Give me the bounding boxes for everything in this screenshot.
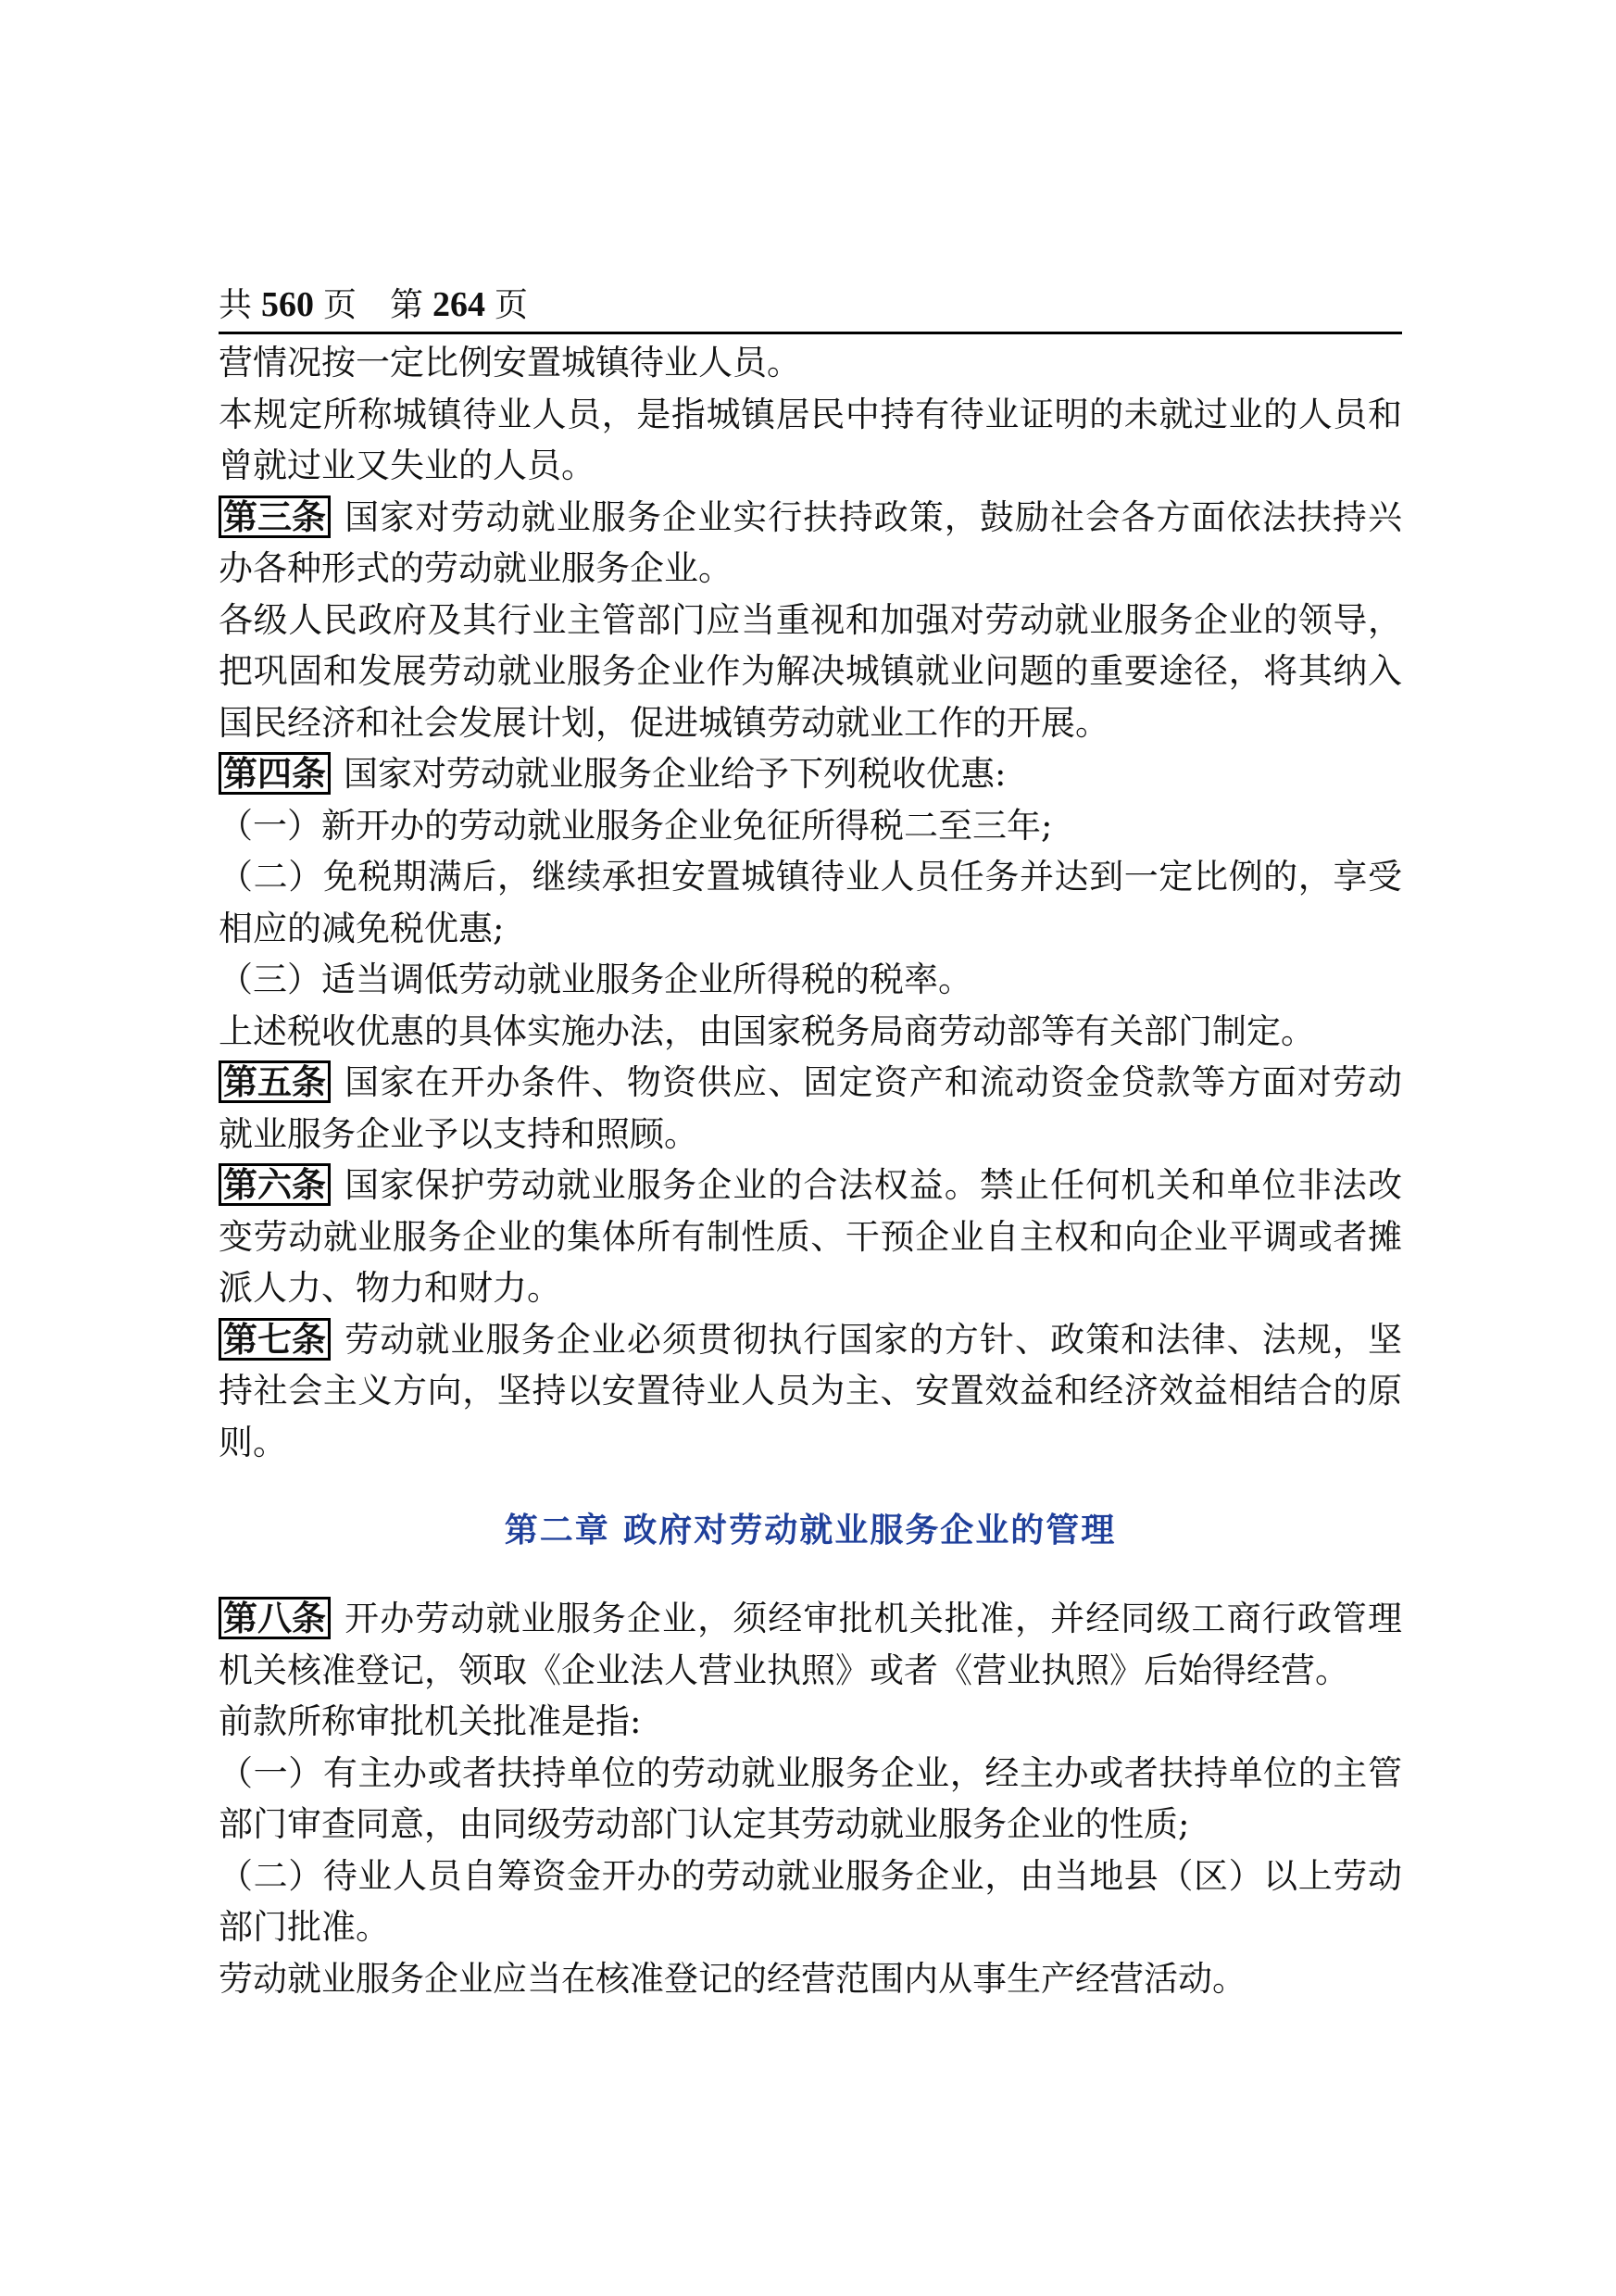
chapter-heading: 第二章 政府对劳动就业服务企业的管理 [504,1511,1117,1549]
text-line: 国民经济和社会发展计划，促进城镇劳动就业工作的开展。 [219,702,1109,743]
article-4-line [219,748,1402,800]
total-pages-prefix: 共 [219,286,253,324]
text-line: 国家对劳动就业服务企业给予下列税收优惠: [344,754,1007,794]
current-page-suffix: 页 [495,286,529,324]
text-line: 曾就过业又失业的人员。 [219,445,595,485]
text-line: 上述税收优惠的具体实施办法，由国家税务局商劳动部等有关部门制定。 [219,1010,1315,1051]
article-6-line [219,1160,1402,1211]
text-line: （二）待业人员自筹资金开办的劳动就业服务企业，由当地县（区）以上劳动 [219,1855,1402,1896]
text-line: 劳动就业服务企业必须贯彻执行国家的方针、政策和法律、法规，坚 [344,1319,1402,1360]
text-line: （一）有主办或者扶持单位的劳动就业服务企业，经主办或者扶持单位的主管 [219,1752,1402,1793]
text-line: 开办劳动就业服务企业，须经审批机关批准，并经同级工商行政管理 [344,1599,1402,1638]
article-7-line [219,1314,1402,1366]
text-line: 营情况按一定比例安置城镇待业人员。 [219,343,801,383]
article-label: 第六条 [219,1163,331,1206]
total-pages-suffix: 页 [323,286,357,324]
total-pages-number: 560 [261,285,315,324]
text-line: 前款所称审批机关批准是指: [219,1701,642,1741]
text-line: （一）新开办的劳动就业服务企业免征所得税二至三年; [219,805,1053,846]
text-line: 办各种形式的劳动就业服务企业。 [219,548,733,588]
article-label: 第五条 [219,1060,331,1103]
article-label: 第三条 [219,496,331,538]
text-line: 把巩固和发展劳动就业服务企业作为解决城镇就业问题的重要途径，将其纳入 [219,651,1402,691]
article-label: 第七条 [219,1318,331,1361]
text-line: 国家对劳动就业服务企业实行扶持政策，鼓励社会各方面依法扶持兴 [344,496,1402,537]
text-line: 派人力、物力和财力。 [219,1268,561,1308]
text-line: 各级人民政府及其行业主管部门应当重视和加强对劳动就业服务企业的领导， [219,599,1402,640]
article-label: 第四条 [219,752,331,795]
text-line: 本规定所称城镇待业人员，是指城镇居民中持有待业证明的未就过业的人员和 [219,394,1402,434]
text-line: 持社会主义方向，坚持以安置待业人员为主、安置效益和经济效益相结合的原 [219,1371,1402,1411]
text-line: 相应的减免税优惠; [219,908,505,948]
text-line: 就业服务企业予以支持和照顾。 [219,1113,698,1154]
text-line: 部门批准。 [219,1907,390,1947]
page-header [219,278,1402,334]
text-line: 则。 [219,1422,287,1462]
article-5-line [219,1057,1402,1109]
article-8-line [219,1593,1402,1645]
document-body [219,337,1402,2004]
current-page-prefix: 第 [390,286,424,324]
text-line: 机关核准登记，领取《企业法人营业执照》或者《营业执照》后始得经营。 [219,1650,1349,1690]
text-line: 国家保护劳动就业服务企业的合法权益。禁止任何机关和单位非法改 [344,1165,1402,1205]
article-3-line [219,492,1402,544]
text-line: 部门审查同意，由同级劳动部门认定其劳动就业服务企业的性质; [219,1804,1190,1844]
text-line: 变劳动就业服务企业的集体所有制性质、干预企业自主权和向企业平调或者摊 [219,1216,1402,1257]
article-label: 第八条 [219,1597,331,1639]
text-line: （二）免税期满后，继续承担安置城镇待业人员任务并达到一定比例的，享受 [219,857,1402,897]
text-line: 国家在开办条件、物资供应、固定资产和流动资金贷款等方面对劳动 [344,1062,1402,1102]
current-page-number: 264 [432,285,486,324]
text-line: 劳动就业服务企业应当在核准登记的经营范围内从事生产经营活动。 [219,1958,1246,1999]
text-line: （三）适当调低劳动就业服务企业所得税的税率。 [219,960,972,999]
